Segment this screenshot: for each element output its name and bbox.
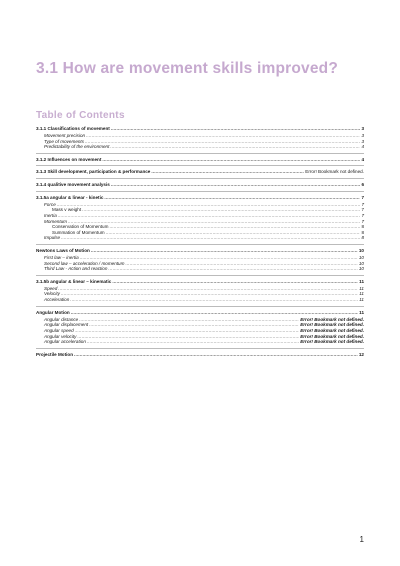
toc-entry-title: Angular distance [44, 316, 79, 322]
toc-separator [36, 178, 364, 179]
toc-entry-title: Second law – acceleration / momentum [44, 260, 125, 266]
toc-entry-page: 10 [358, 266, 364, 272]
toc-leader-dots [61, 235, 360, 241]
toc-entry-page: 7 [361, 201, 364, 207]
toc-entry-title: Angular velocity [44, 333, 77, 339]
toc-entry-title: Newtons Laws of Motion [36, 247, 90, 253]
toc-entry[interactable] [36, 157, 364, 163]
toc-separator [36, 275, 364, 276]
toc-entry-page: 11 [359, 285, 364, 291]
toc-entry-title: First law – inertia [44, 255, 79, 260]
toc-separator [36, 165, 364, 166]
toc-heading: Table of Contents [36, 110, 125, 121]
toc-entry-page: 8 [361, 229, 364, 235]
toc-leader-dots [74, 352, 358, 358]
toc-entry-page: 3 [361, 126, 364, 131]
toc-separator [36, 306, 364, 307]
toc-entry-page: 4 [361, 144, 364, 150]
toc-entry[interactable] [36, 126, 364, 132]
toc-entry-title: 3.1.5a angular & linear - kinetic [36, 194, 104, 200]
toc-leader-dots [87, 339, 299, 345]
toc-entry-page: 6 [361, 182, 364, 188]
toc-entry-title: Summation of Momentum [52, 229, 105, 235]
toc-entry-page: 4 [361, 156, 364, 162]
toc-entry-page: Error! Bookmark not defined. [300, 339, 364, 345]
toc-leader-dots [108, 266, 357, 272]
toc-leader-dots [112, 279, 358, 285]
toc-entry[interactable] [36, 297, 364, 303]
toc-entry-title: Angular Motion [36, 309, 70, 315]
toc-entry-title: Angular acceleration [44, 339, 86, 345]
toc-entry-title: Inertia [44, 212, 57, 218]
toc-leader-dots [91, 248, 358, 254]
toc-separator [36, 153, 364, 154]
toc-entry-title: Acceleration [44, 297, 70, 303]
toc-entry-page: 8 [361, 235, 364, 241]
toc-separator [36, 348, 364, 349]
toc-leader-dots [70, 297, 358, 303]
toc-entry-page: Error! Bookmark not defined. [300, 327, 364, 333]
toc-leader-dots [102, 157, 360, 163]
toc-entry-page: 12 [358, 351, 364, 357]
toc-leader-dots [71, 310, 358, 316]
page-number: 1 [359, 535, 364, 544]
toc-entry-title: Impulse [44, 235, 61, 241]
toc-entry-title: 3.1.1 Classifications of movement [36, 126, 110, 131]
toc-entry-page: 11 [359, 291, 364, 297]
toc-entry-page: 11 [359, 309, 364, 315]
toc-entry-page: 10 [358, 255, 364, 260]
toc-entry[interactable] [36, 195, 364, 201]
toc-entry-title: Third Law - Action and reaction [44, 266, 108, 272]
toc-separator [36, 244, 364, 245]
toc-entry-page: 11 [359, 278, 364, 284]
toc-entry-title: Mass v weight [52, 207, 82, 213]
toc-entry[interactable] [36, 235, 364, 241]
toc-entry-page: 3 [361, 133, 364, 139]
toc-entry[interactable] [36, 352, 364, 358]
toc-entry-title: Angular displacement [44, 322, 89, 328]
toc-entry[interactable] [36, 248, 364, 254]
toc-entry-page: Error! Bookmark not defined. [305, 169, 364, 175]
toc-entry[interactable] [36, 339, 364, 345]
toc-entry[interactable] [36, 279, 364, 285]
toc-entry[interactable] [36, 169, 364, 175]
toc-entry-page: Error! Bookmark not defined. [300, 333, 364, 339]
toc-entry-title: Type of movements [44, 138, 84, 144]
toc-entry-title: 3.1.2 Influences on movement [36, 156, 102, 162]
toc-entry-page: 7 [361, 207, 364, 213]
toc-entry-page: 7 [361, 194, 364, 200]
toc-leader-dots [111, 126, 361, 132]
toc-entry-page: 10 [358, 247, 364, 253]
table-of-contents [36, 126, 364, 357]
toc-separator [36, 191, 364, 192]
toc-entry-title: 3.1.3 Skill development, participation & performance [36, 169, 151, 175]
toc-leader-dots [110, 144, 360, 150]
toc-entry-page: 3 [361, 138, 364, 144]
toc-entry[interactable] [36, 182, 364, 188]
toc-entry-title: Projectile Motion [36, 351, 74, 357]
toc-entry[interactable] [36, 310, 364, 316]
toc-entry-page: 10 [358, 260, 364, 266]
toc-entry-title: Angular speed [44, 327, 74, 333]
toc-entry-page: 8 [361, 224, 364, 230]
toc-entry-title: Momentum [44, 218, 67, 224]
page-title: 3.1 How are movement skills improved? [36, 60, 339, 77]
toc-entry-title: Speed [44, 285, 58, 291]
toc-entry-page: 7 [361, 218, 364, 224]
toc-leader-dots [104, 195, 360, 201]
toc-entry-title: Predictability of the environment [44, 144, 110, 150]
toc-entry-title: 3.1.4 qualitive movement analysis [36, 182, 110, 188]
toc-entry-title: Conservation of Momentum [52, 224, 109, 230]
toc-entry-page: Error! Bookmark not defined. [300, 316, 364, 322]
toc-entry-title: Velocity [44, 291, 60, 297]
toc-entry-title: 3.1.5b angular & linear – kinematic [36, 278, 112, 284]
toc-entry-page: 7 [361, 212, 364, 218]
toc-entry[interactable] [36, 144, 364, 150]
toc-leader-dots [111, 182, 361, 188]
toc-entry-title: Movement precision [44, 133, 86, 139]
toc-entry-page: Error! Bookmark not defined. [300, 322, 364, 328]
toc-entry[interactable] [36, 266, 364, 272]
toc-entry-title: Force [44, 201, 56, 207]
toc-leader-dots [151, 169, 304, 175]
toc-entry-page: 11 [359, 297, 364, 303]
